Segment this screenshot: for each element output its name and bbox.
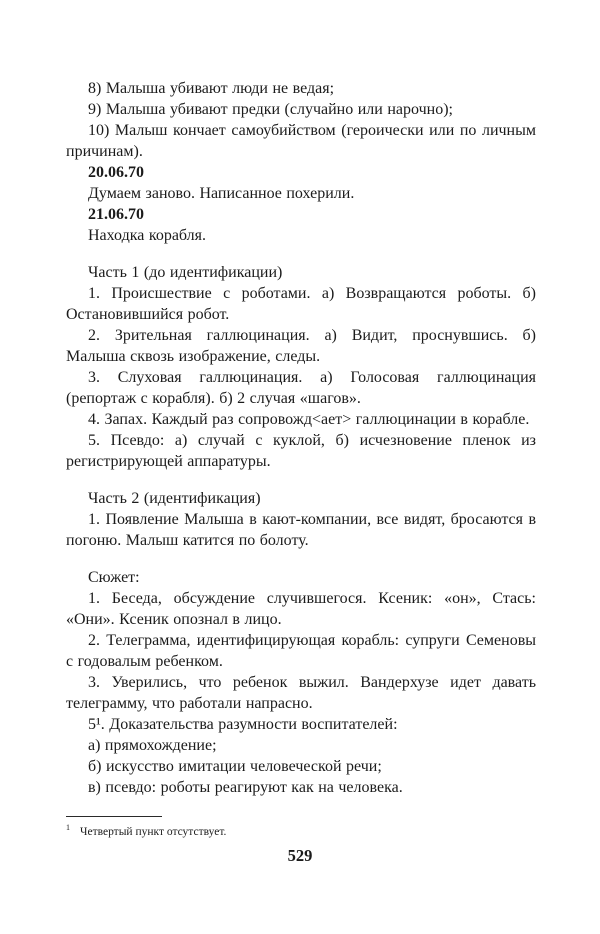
footnote-marker: 1 [66,823,70,832]
section-heading: Сюжет: [88,569,140,586]
date-heading: 21.06.70 [88,206,144,223]
paragraph: в) псевдо: роботы реагируют как на человека. [88,779,403,796]
paragraph: 1. Появление Малыша в кают-компании, все видят, бросаются в погоню. Малыш катится по болоту. [66,511,536,549]
paragraph: 2. Телеграмма, идентифицирующая корабль: супруги Семеновы с годовалым ребенком. [66,632,536,670]
page-text-block [66,78,536,798]
footnote [66,816,536,839]
paragraph: 2. Зрительная галлюцинация. а) Видит, проснувшись. б) Малыша сквозь изображение, следы. [66,327,536,365]
date-heading: 20.06.70 [88,164,144,181]
paragraph: 4. Запах. Каждый раз сопровожд<ает> галлюцинации в корабле. [88,411,530,428]
paragraph: 1. Беседа, обсуждение случившегося. Ксеник: «он», Стась: «Они». Ксеник опознал в лицо. [66,590,536,628]
paragraph: 8) Малыша убивают люди не ведая; [88,80,335,97]
paragraph: 3. Слуховая галлюцинация. а) Голосовая галлюцинация (репортаж с корабля). б) 2 случая «шагов». [66,369,536,407]
paragraph: Думаем заново. Написанное похерили. [88,185,355,202]
footnote-text: Четвертый пункт отсутствует. [80,825,227,838]
paragraph: 5. Псевдо: а) случай с куклой, б) исчезновение пленок из регистрирующей аппаратуры. [66,432,536,470]
paragraph: 1. Происшествие с роботами. а) Возвращаются роботы. б) Остановившийся робот. [66,285,536,323]
section-heading: Часть 2 (идентификация) [88,490,261,507]
paragraph: 10) Малыш кончает самоубийством (героически или по личным причинам). [66,122,536,160]
paragraph: Находка корабля. [88,227,207,244]
paragraph: а) прямохождение; [88,737,217,754]
paragraph: б) искусство имитации человеческой речи; [88,758,382,775]
paragraph: 5¹. Доказательства разумности воспитателей: [88,716,398,733]
paragraph: 3. Уверились, что ребенок выжил. Вандерхузе идет давать телеграмму, что работали напрасно. [66,674,536,712]
paragraph: 9) Малыша убивают предки (случайно или нарочно); [88,101,453,118]
footnote-text-line [66,821,536,839]
footnote-rule [66,816,162,817]
section-heading: Часть 1 (до идентификации) [88,264,283,281]
page-number: 529 [287,846,313,865]
